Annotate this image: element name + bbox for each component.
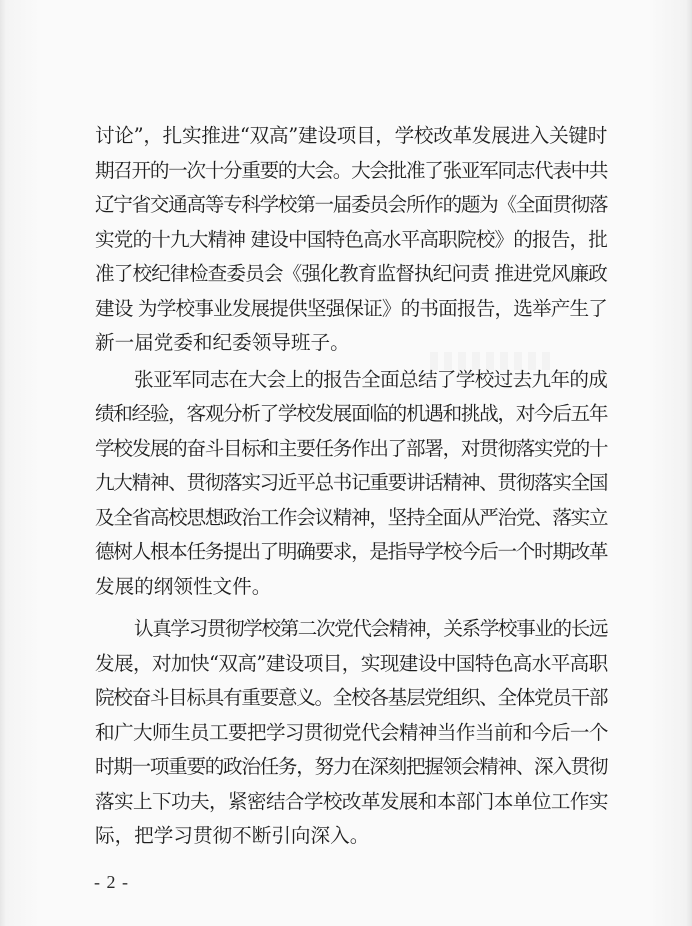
text-line: 院校奋斗目标具有重要意义。全校各基层党组织、全体党员干部 <box>95 686 607 709</box>
text-line: 发展，对加快“双高”建设项目，实现建设中国特色高水平高职 <box>95 651 608 675</box>
text-line: 准了校纪律检查委员会《强化教育监督执纪问责 推进党风廉政 <box>95 262 607 285</box>
text-line: 发展的纲领性文件。 <box>95 574 272 598</box>
text-line: 建设 为学校事业发展提供坚强保证》的书面报告，选举产生了 <box>95 296 607 320</box>
text-line: 德树人根本任务提出了明确要求，是指导学校今后一个时期改革 <box>95 540 607 563</box>
paragraph-2 <box>95 363 607 605</box>
text-line: 学校发展的奋斗目标和主要任务作出了部署，对贯彻落实党的十 <box>95 436 607 460</box>
paragraph-1 <box>95 119 607 361</box>
text-line: 实党的十九大精神 建设中国特色高水平高职院校》的报告，批 <box>95 227 607 251</box>
text-line: 期召开的一次十分重要的大会。大会批准了张亚军同志代表中共 <box>95 158 607 182</box>
paragraph-3 <box>95 612 607 854</box>
text-line: 和广大师生员工要把学习贯彻党代会精神当作当前和今后一个 <box>95 720 608 744</box>
document-body <box>95 119 607 854</box>
text-line: 九大精神、贯彻落实习近平总书记重要讲话精神、贯彻落实全国 <box>95 471 607 494</box>
text-line: 绩和经验，客观分析了学校发展面临的机遇和挑战，对今后五年 <box>95 402 607 425</box>
page-number: - 2 - <box>94 872 129 892</box>
text-line: 辽宁省交通高等专科学校第一届委员会所作的题为《全面贯彻落 <box>95 193 607 216</box>
text-line: 新一届党委和纪委领导班子。 <box>95 331 350 354</box>
text-line: 时期一项重要的政治任务，努力在深刻把握领会精神、深入贯彻 <box>95 755 607 778</box>
text-line: 讨论”，扎实推进“双高”建设项目，学校改革发展进入关键时 <box>95 124 607 147</box>
text-line: 落实上下功夫，紧密结合学校改革发展和本部门本单位工作实 <box>95 789 608 813</box>
text-line: 际，把学习贯彻不断引向深入。 <box>95 824 370 847</box>
text-line: 张亚军同志在大会上的报告全面总结了学校过去九年的成 <box>134 367 607 391</box>
text-line: 及全省高校思想政治工作会议精神，坚持全面从严治党、落实立 <box>95 505 607 529</box>
text-line: 认真学习贯彻学校第二次党代会精神，关系学校事业的长远 <box>134 617 607 640</box>
